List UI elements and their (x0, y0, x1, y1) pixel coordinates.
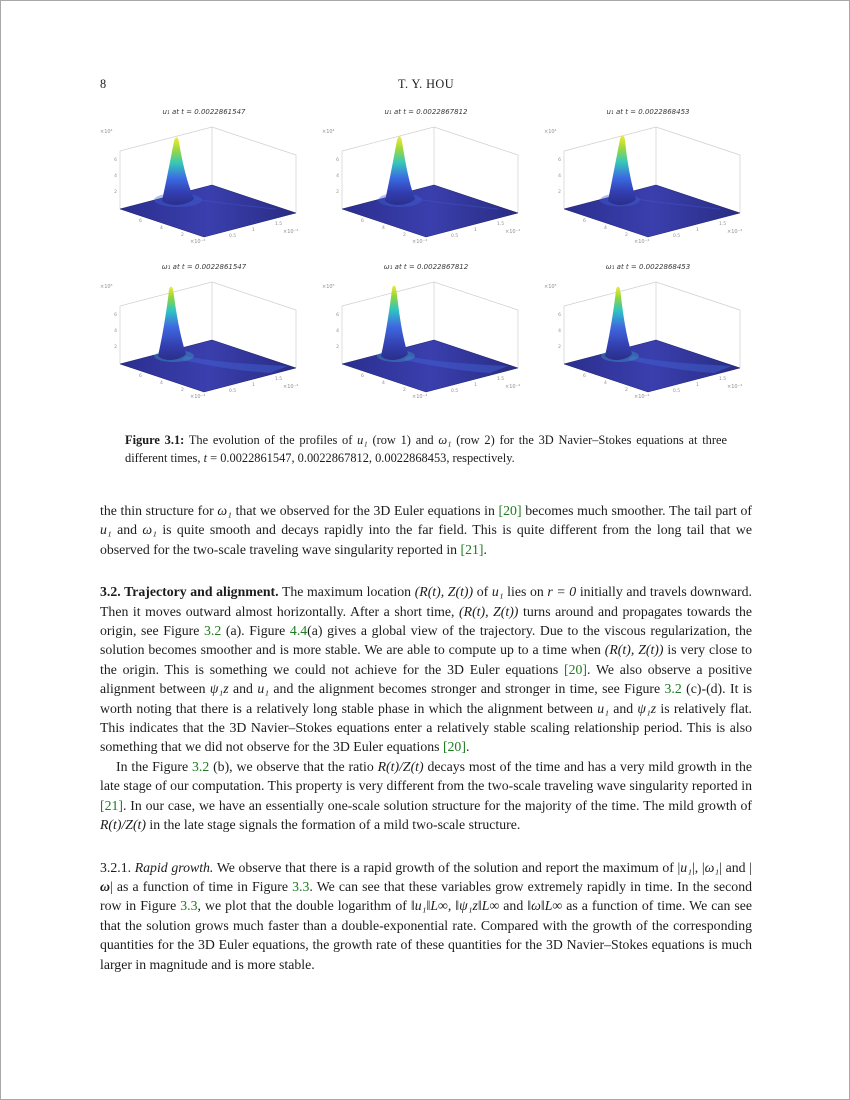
axis-exponent-label: ×10⁻⁴ (283, 384, 299, 390)
surface-base (342, 185, 521, 237)
text-segment: u₁ (100, 522, 112, 538)
axis-exponent-label: ×10⁻⁴ (505, 229, 521, 235)
axis-tick-label: 2 (114, 345, 117, 350)
axis-exponent-label: ×10⁻⁴ (283, 229, 299, 235)
axis-tick-label: 4 (160, 226, 163, 231)
surface-plot (320, 118, 532, 248)
paragraph-trajectory-ratio (100, 757, 752, 835)
text-segment: and the alignment becomes stronger and stronger in time, see Figure (269, 681, 665, 697)
text-segment: (row 1) and (367, 433, 439, 447)
text-segment: u₁ (357, 433, 368, 447)
text-segment: ω (100, 878, 110, 894)
reference-link[interactable]: [20] (563, 661, 587, 677)
plot-title: u₁ at t = 0.0022867812 (384, 108, 468, 116)
axis-exponent-label: ×10⁻⁴ (634, 239, 650, 245)
text-segment: u₁ (597, 700, 609, 716)
text-segment: Figure 3.1: (125, 433, 185, 447)
text-segment: lies on (503, 584, 548, 600)
text-segment: is relatively flat. This indicates that the 3D Navier–Stokes equations enter a relatively stable scaling relationship period. This is also something that we did not observe for the 3D Euler equations (100, 700, 753, 755)
axis-tick-label: 1 (474, 383, 477, 388)
figure-caption (125, 432, 727, 467)
axis-tick-label: 6 (583, 374, 586, 379)
surface-plot-cell (98, 107, 310, 248)
plot-row-omega1 (98, 262, 754, 403)
text-segment: as a function of time. We can see that the solution grows much faster than a double-exponential rate. Compared with the growth of the corresponding quantities for the 3D Euler equations, the growth rate of these quantities for the 3D Navier–Stokes equations is much larger in magnitude and is more stable. (100, 898, 752, 972)
text-segment: R(t)/Z(t) (100, 817, 146, 833)
axis-tick-label: 2 (558, 190, 561, 195)
axis-tick-label: 0.5 (451, 234, 459, 239)
axis-tick-label: 4 (114, 174, 117, 179)
text-segment: | and | (719, 859, 752, 875)
axis-tick-label: 4 (336, 174, 339, 179)
axis-tick-label: 4 (558, 329, 561, 334)
text-segment: (a) gives a global view of the trajectory. Due to the viscous regularization, the solution becomes smoother and is more stable. We are able to compute up to a time when (100, 623, 752, 658)
text-segment: . (483, 541, 487, 557)
surface-peak (381, 285, 408, 359)
text-segment: and (499, 898, 528, 914)
surface-peak (385, 136, 415, 205)
text-segment: and (609, 700, 638, 716)
text-segment: u₁ (491, 584, 504, 600)
text-segment: (b), we observe that the ratio (209, 758, 378, 774)
surface-plot-cell (542, 262, 754, 403)
page-number: 8 (100, 77, 107, 91)
axis-tick-label: 1 (252, 228, 255, 233)
axis-tick-label: 4 (160, 381, 163, 386)
text-segment: 3.2. Trajectory and alignment. (100, 584, 279, 600)
surface-base (120, 185, 299, 237)
axis-tick-label: 4 (558, 174, 561, 179)
plot-title: ω₁ at t = 0.0022861547 (161, 263, 247, 271)
text-segment: , we plot that the double logarithm of (197, 898, 411, 914)
axis-tick-label: 1.5 (275, 377, 283, 382)
plot-title: u₁ at t = 0.0022868453 (606, 108, 690, 116)
axis-tick-label: 1 (252, 383, 255, 388)
surface-peak (162, 137, 194, 205)
axis-exponent-label: ×10⁻⁴ (412, 394, 428, 400)
axis-tick-label: 2 (181, 388, 184, 393)
axis-tick-label: 0.5 (673, 389, 681, 394)
axis-tick-label: 4 (382, 381, 385, 386)
text-segment: . (465, 739, 470, 755)
text-segment: ω₁ (142, 522, 157, 538)
axis-tick-label: 6 (361, 374, 364, 379)
text-segment: We observe that there is a rapid growth of the solution and report the maximum of | (213, 859, 681, 875)
text-segment: (c)-(d). It is worth noting that there is a relatively long stable phase in which the alignment between (100, 681, 752, 716)
surface-peak (158, 286, 186, 359)
axis-tick-label: 6 (558, 158, 561, 163)
surface-plot (320, 273, 532, 403)
axis-exponent-label: ×10⁻⁴ (727, 384, 743, 390)
page-header (100, 77, 752, 93)
text-segment: and (111, 522, 143, 538)
text-segment: In the Figure (116, 758, 192, 774)
reference-link[interactable]: 3.3 (180, 898, 198, 914)
text-segment: in the late stage signals the formation of a mild two-scale structure. (145, 817, 521, 833)
axis-tick-label: 6 (558, 313, 561, 318)
axis-tick-label: 6 (139, 374, 142, 379)
surface-plot-cell (320, 107, 532, 248)
surface-plot (542, 118, 754, 248)
reference-link[interactable]: [21] (100, 797, 123, 813)
axis-tick-label: 4 (382, 226, 385, 231)
text-segment: ψ₁z (209, 681, 229, 697)
text-segment: The evolution of the profiles of (184, 433, 358, 447)
axis-tick-label: 0.5 (229, 389, 237, 394)
text-segment: and (228, 681, 258, 697)
axis-exponent-label: ×10⁵ (544, 284, 557, 290)
axis-tick-label: 2 (403, 388, 406, 393)
reference-link[interactable]: 3.2 (191, 758, 210, 774)
paragraph-continuation (100, 501, 752, 559)
axis-exponent-label: ×10⁵ (100, 284, 113, 290)
axis-tick-label: 6 (336, 158, 339, 163)
text-segment: (R(t), Z(t)) (459, 603, 519, 619)
text-segment: 3.2.1. (100, 859, 135, 875)
text-segment: . We can see that these variables grow extremely rapidly in time. In the second row in Figure (100, 878, 752, 914)
axis-exponent-label: ×10⁻⁴ (634, 394, 650, 400)
plot-title: u₁ at t = 0.0022861547 (162, 108, 246, 116)
text-segment: (row 2) for the 3D Navier–Stokes equations at three different times, (125, 433, 727, 465)
text-segment: R(t)/Z(t) (377, 758, 424, 774)
axis-tick-label: 6 (336, 313, 339, 318)
axis-tick-label: 4 (336, 329, 339, 334)
axis-tick-label: 1 (696, 383, 699, 388)
text-segment: is very close to the origin. This is something we could not achieve for the 3D Euler equations (100, 642, 752, 677)
axis-exponent-label: ×10⁴ (544, 129, 557, 135)
axis-tick-label: 6 (139, 219, 142, 224)
text-segment: decays most of the time and has a very mild growth in the late stage of our computation. This property is very different from the two-scale traveling wave singularity reported in (100, 758, 752, 794)
text-segment: becomes much smoother. The tail part of (521, 503, 752, 518)
text-segment: , (447, 898, 456, 914)
axis-tick-label: 6 (361, 219, 364, 224)
text-segment: ω₁ (704, 859, 720, 875)
axis-exponent-label: ×10⁵ (322, 284, 335, 290)
text-segment: (R(t), Z(t)) (604, 642, 664, 658)
axis-tick-label: 6 (114, 158, 117, 163)
text-segment: = 0.0022861547, 0.0022867812, 0.0022868453, respectively. (207, 450, 515, 465)
axis-tick-label: 2 (336, 190, 339, 195)
body-text (100, 501, 752, 974)
axis-tick-label: 0.5 (673, 234, 681, 239)
axis-exponent-label: ×10⁻⁴ (190, 394, 206, 400)
section-3-2-1-paragraph (100, 858, 752, 974)
axis-tick-label: 1 (696, 228, 699, 233)
surface-plot-cell (320, 262, 532, 403)
text-segment: r = 0 (547, 584, 577, 600)
axis-exponent-label: ×10⁻⁴ (190, 239, 206, 245)
axis-tick-label: 0.5 (451, 389, 459, 394)
axis-tick-label: 1.5 (275, 222, 283, 227)
text-segment: Rapid growth. (134, 859, 214, 875)
axis-tick-label: 0.5 (229, 234, 237, 239)
axis-exponent-label: ×10⁻⁴ (412, 239, 428, 245)
reference-link[interactable]: 3.2 (664, 681, 682, 697)
plot-title: ω₁ at t = 0.0022867812 (383, 263, 469, 271)
axis-tick-label: 1 (474, 228, 477, 233)
text-segment: ω₁ (217, 503, 232, 518)
text-segment: ‖u₁‖L∞ (410, 898, 448, 914)
axis-tick-label: 6 (114, 313, 117, 318)
text-segment: |, | (692, 859, 705, 875)
text-segment: The maximum location (278, 584, 415, 600)
surface-base (564, 185, 743, 237)
text-segment: u₁ (257, 681, 270, 697)
text-segment: ‖ω‖L∞ (527, 898, 563, 914)
axis-tick-label: 2 (625, 233, 628, 238)
reference-link[interactable]: [21] (460, 541, 484, 557)
surface-plot (542, 273, 754, 403)
text-segment: ω₁ (438, 433, 452, 447)
text-segment: t (203, 450, 208, 465)
reference-link[interactable]: 4.4 (289, 623, 308, 639)
surface-peak (608, 135, 636, 205)
figure-3-1 (98, 107, 754, 417)
text-segment: u₁ (680, 859, 692, 875)
section-3-2-paragraph (100, 582, 752, 757)
axis-tick-label: 1.5 (719, 222, 727, 227)
text-segment: ψ₁z (637, 700, 657, 716)
plot-title: ω₁ at t = 0.0022868453 (605, 263, 691, 271)
text-segment: initially and travels downward. Then it moves outward almost horizontally. After a short time, (100, 584, 752, 619)
reference-link[interactable]: 3.3 (292, 878, 310, 894)
surface-plot-cell (98, 262, 310, 403)
axis-exponent-label: ×10⁴ (322, 129, 335, 135)
reference-link[interactable]: 3.2 (203, 623, 222, 639)
reference-link[interactable]: [20] (442, 739, 466, 755)
axis-tick-label: 4 (604, 381, 607, 386)
axis-exponent-label: ×10⁻⁴ (505, 384, 521, 390)
surface-plot (98, 273, 310, 403)
text-segment: is quite smooth and decays rapidly into the far field. This is quite different from the long tail that we observed for the two-scale traveling wave singularity reported in (100, 522, 752, 557)
axis-tick-label: 1.5 (719, 377, 727, 382)
axis-tick-label: 1.5 (497, 222, 505, 227)
text-segment: . We also observe a positive alignment between (100, 661, 752, 697)
text-segment: . In our case, we have an essentially one-scale solution structure for the majority of the time. The mild growth of (123, 797, 752, 813)
axis-tick-label: 2 (114, 190, 117, 195)
axis-tick-label: 4 (114, 329, 117, 334)
axis-tick-label: 2 (336, 345, 339, 350)
plot-row-u1 (98, 107, 754, 248)
axis-tick-label: 2 (181, 233, 184, 238)
text-segment: (R(t), Z(t)) (414, 584, 474, 600)
text-segment: ‖ψ₁z‖L∞ (455, 898, 500, 914)
text-segment: that we observed for the 3D Euler equations in (231, 503, 499, 518)
text-segment: (a). Figure (221, 623, 290, 639)
axis-tick-label: 6 (583, 219, 586, 224)
surface-plot (98, 118, 310, 248)
running-title: T. Y. HOU (398, 77, 454, 91)
surface-plot-cell (542, 107, 754, 248)
surface-peak (605, 286, 632, 359)
axis-tick-label: 2 (558, 345, 561, 350)
text-segment: turns around and propagates towards the origin, see Figure (100, 603, 752, 639)
axis-exponent-label: ×10⁻⁴ (727, 229, 743, 235)
text-segment: the thin structure for (100, 503, 218, 518)
axis-exponent-label: ×10⁴ (100, 129, 113, 135)
axis-tick-label: 2 (403, 233, 406, 238)
reference-link[interactable]: [20] (498, 503, 522, 518)
axis-tick-label: 4 (604, 226, 607, 231)
text-segment: of (473, 584, 492, 600)
text-segment: | as a function of time in Figure (109, 878, 293, 894)
axis-tick-label: 1.5 (497, 377, 505, 382)
axis-tick-label: 2 (625, 388, 628, 393)
